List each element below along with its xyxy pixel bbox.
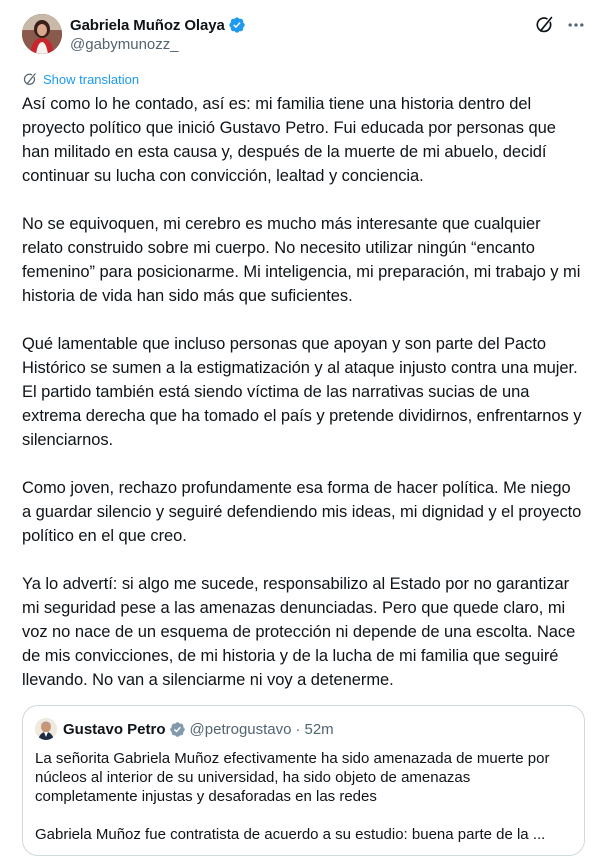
quoted-verified-badge-icon	[169, 721, 186, 738]
meta-separator: ·	[295, 720, 301, 738]
verified-badge-icon	[228, 16, 246, 34]
tweet-paragraph: Así como lo he contado, así es: mi familia tiene una historia dentro del proyecto político que inició Gustavo Petro. Fui educada por personas que han militado en esta causa y, después de la muerte de mi abuelo, decidí continuar su lucha con convicción, lealtad y conciencia.	[22, 95, 556, 185]
grok-icon[interactable]	[533, 14, 555, 36]
tweet-paragraph: Qué lamentable que incluso personas que apoyan y son parte del Pacto Histórico se sumen a la estigmatización y al ataque injusto contra una mujer. El partido también está siendo víctima de las narrativas sucias de una extrema derecha que ha tomado el país y pretende dividirnos, enfrentarnos y silenciarnos.	[22, 335, 582, 449]
quoted-tweet-text	[35, 749, 575, 844]
quoted-tweet-header	[35, 718, 334, 740]
quoted-author-handle[interactable]: @petrogustavo	[189, 720, 292, 738]
tweet-paragraph: Como joven, rechazo profundamente esa forma de hacer política. Me niego a guardar silencio y seguiré defendiendo mis ideas, mi dignidad y el proyecto político en el que creo.	[22, 479, 582, 545]
tweet-paragraph: No se equivoquen, mi cerebro es mucho más interesante que cualquier relato construido sobre mi cuerpo. No necesito utilizar ningún “encanto femenino” para posicionarme. Mi inteligencia, mi preparación, mi trabajo y mi historia de vida han sido más que suficientes.	[22, 215, 581, 305]
tweet-text	[22, 92, 582, 716]
quoted-author-avatar[interactable]	[35, 718, 57, 740]
quoted-tweet-paragraph: La señorita Gabriela Muñoz efectivamente ha sido amenazada de muerte por núcleos al interior de su universidad, ha sido objeto de amenazas completamente injustas y desaforadas en las redes	[35, 750, 550, 805]
show-translation-link[interactable]: Show translation	[43, 71, 140, 87]
translate-icon	[22, 72, 37, 87]
quoted-tweet-card[interactable]	[22, 705, 585, 856]
author-handle[interactable]: @gabymunozz_	[70, 36, 179, 53]
quoted-author-name[interactable]: Gustavo Petro	[63, 720, 166, 738]
author-avatar[interactable]	[22, 14, 62, 54]
header-actions	[533, 14, 587, 36]
author-display-name[interactable]: Gabriela Muñoz Olaya	[70, 16, 225, 34]
quoted-tweet-time[interactable]: 52m	[304, 720, 334, 738]
tweet-paragraph: Ya lo advertí: si algo me sucede, responsabilizo al Estado por no garantizar mi seguridad pese a las amenazas denunciadas. Pero que quede claro, mi voz no nace de un esquema de protección ni depende de una escolta. Nace de mis convicciones, de mi historia y de la lucha de mi familia que seguiré llevando. No van a silenciarme ni voy a detenerme.	[22, 575, 576, 689]
quoted-tweet-paragraph: Gabriela Muñoz fue contratista de acuerdo a su estudio: buena parte de la ...	[35, 826, 546, 843]
tweet-header	[22, 14, 587, 58]
show-translation-row[interactable]	[22, 70, 139, 88]
more-options-icon[interactable]	[565, 14, 587, 36]
author-name-row[interactable]	[70, 15, 246, 35]
